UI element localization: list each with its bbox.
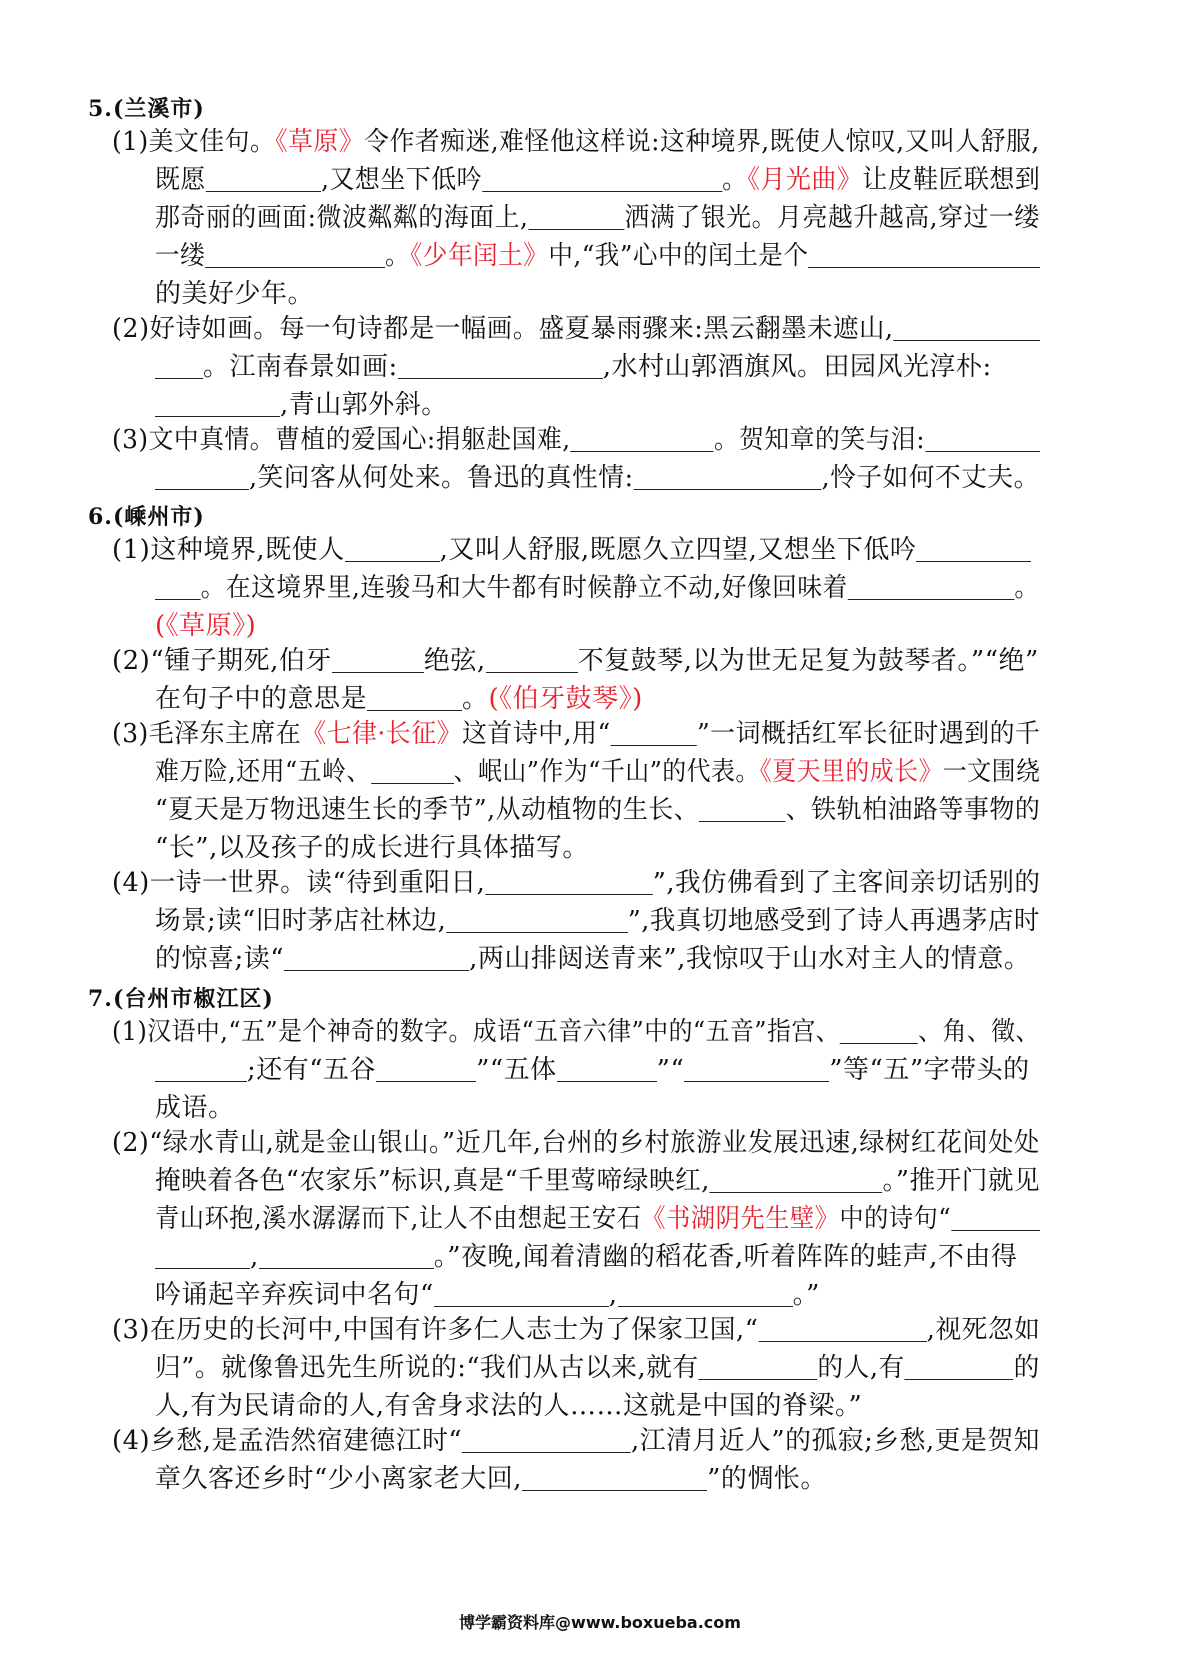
q7-3-line2: 归”。就像鲁迅先生所说的:“我们从古以来,就有 的人,有 的 (155, 1353, 1040, 1383)
section-7-header: 7.(台州市椒江区) (88, 986, 274, 1012)
blank[interactable] (367, 684, 462, 711)
blank[interactable] (259, 1242, 434, 1269)
q5-3-line1: (3)文中真情。曹植的爱国心:捐躯赴国难, 。贺知章的笑与泪: (112, 421, 1040, 459)
blank[interactable] (206, 165, 321, 192)
blank[interactable] (925, 425, 1040, 452)
q6-3-line2: 难万险,还用“五岭、 、岷山”作为“千山”的代表。《夏天里的成长》一文围绕 (155, 757, 1041, 787)
blank[interactable] (522, 1464, 707, 1491)
blank[interactable] (155, 390, 280, 417)
blank[interactable] (699, 1353, 818, 1380)
blank[interactable] (808, 241, 1040, 268)
q5-3-line2: ,笑问客从何处来。鲁迅的真性情: ,怜子如何不丈夫。 (155, 459, 1040, 497)
blank[interactable] (758, 1315, 926, 1342)
blank[interactable] (905, 1353, 1014, 1380)
q5-1-line3: 那奇丽的画面:微波粼粼的海面上, 洒满了银光。月亮越升越高,穿过一缕 (155, 203, 1040, 233)
blank[interactable] (205, 241, 385, 268)
section-6-header: 6.(嵊州市) (88, 504, 205, 530)
q6-3-line3: “夏天是万物迅速生长的季节”,从动植物的生长、 、铁轨柏油路等事物的 (155, 795, 1041, 825)
blank[interactable] (376, 1055, 476, 1082)
footer-watermark: 博学霸资料库@www.boxueba.com (459, 1613, 741, 1632)
q5-1-line4: 一缕 。《少年闰土》中,“我”心中的闰土是个 (155, 237, 1040, 275)
title-shuhu: 《书湖阴先生壁》 (641, 1204, 840, 1234)
q7-2-line4: , 。”夜晚,闻着清幽的稻花香,听着阵阵的蛙声,不由得 (155, 1238, 1017, 1276)
blank[interactable] (951, 1204, 1040, 1231)
q5-1-line1: (1)美文佳句。《草原》令作者痴迷,难怪他这样说:这种境界,既使人惊叹,又叫人舒服, (112, 127, 1040, 157)
q5-2-line2: 。江南春景如画: ,水村山郭酒旗风。田园风光淳朴: (155, 348, 992, 386)
blank[interactable] (486, 646, 578, 673)
q7-4-line1: (4)乡愁,是孟浩然宿建德江时“ ,江清月近人”的孤寂;乡愁,更是贺知 (112, 1426, 1040, 1456)
blank[interactable] (485, 868, 652, 895)
title-runtu: 《少年闰土》 (410, 241, 549, 271)
blank[interactable] (482, 165, 722, 192)
blank[interactable] (155, 463, 249, 490)
title-summer-growth: 《夏天里的成长》 (759, 757, 943, 787)
blank[interactable] (462, 1426, 631, 1453)
blank[interactable] (155, 573, 201, 600)
blank[interactable] (332, 646, 424, 673)
q5-2-line1: (2)好诗如画。每一句诗都是一幅画。盛夏暴雨骤来:黑云翻墨未遮山, (112, 310, 1040, 348)
q6-1-line2: 。在这境界里,连骏马和大牛都有时候静立不动,好像回味着 。 (155, 569, 1040, 607)
blank[interactable] (434, 1280, 609, 1307)
title-moonlight: 《月光曲》 (747, 165, 863, 195)
q7-3-line1: (3)在历史的长河中,中国有许多仁人志士为了保家卫国,“ ,视死忽如 (112, 1315, 1041, 1345)
q5-1-line5: 的美好少年。 (155, 279, 315, 309)
q6-2-line2: 在句子中的意思是 。(《伯牙鼓琴》) (155, 684, 643, 714)
blank[interactable] (446, 906, 628, 933)
blank[interactable] (155, 1055, 247, 1082)
q7-4-line2: 章久客还乡时“少小离家老大回, ”的惆怅。 (155, 1464, 827, 1494)
blank[interactable] (848, 573, 1015, 600)
q6-4-line1: (4)一诗一世界。读“待到重阳日, ”,我仿佛看到了主客间亲切话别的 (112, 868, 1041, 898)
blank[interactable] (155, 1242, 250, 1269)
title-grassland: 《草原》 (275, 127, 365, 157)
q6-3-line1: (3)毛泽东主席在《七律·长征》这首诗中,用“ ”一词概括红军长征时遇到的千 (112, 719, 1041, 749)
q5-1-line2: 既愿 ,又想坐下低吟 。《月光曲》让皮鞋匠联想到 (155, 165, 1041, 195)
q6-3-line4: “长”,以及孩子的成长进行具体描写。 (155, 833, 589, 863)
q7-2-line5: 吟诵起辛弃疾词中名句“ , 。” (155, 1280, 820, 1310)
q5-2-line3: ,青山郭外斜。 (155, 386, 448, 424)
blank[interactable] (371, 757, 454, 784)
q7-1-line1: (1)汉语中,“五”是个神奇的数字。成语“五音六律”中的“五音”指宫、 、角、徵、 (112, 1017, 1040, 1047)
blank[interactable] (916, 535, 1031, 562)
q6-1-line1: (1)这种境界,既使人 ,又叫人舒服,既愿久立四望,又想坐下低吟 (112, 531, 1031, 569)
blank[interactable] (699, 795, 785, 822)
blank[interactable] (528, 203, 624, 230)
q6-4-line3: 的惊喜;读“ ,两山排闼送青来”,我惊叹于山水对主人的情意。 (155, 944, 1031, 974)
blank[interactable] (155, 352, 203, 379)
q7-3-line3: 人,有为民请命的人,有舍身求法的人……这就是中国的脊梁。” (155, 1391, 863, 1421)
blank[interactable] (710, 1166, 883, 1193)
blank[interactable] (611, 719, 697, 746)
blank[interactable] (571, 425, 714, 452)
blank[interactable] (557, 1055, 657, 1082)
q7-1-line3: 成语。 (155, 1093, 235, 1123)
blank[interactable] (345, 535, 440, 562)
blank[interactable] (840, 1017, 918, 1044)
blank[interactable] (398, 352, 603, 379)
blank[interactable] (894, 314, 1041, 341)
source-boya: (《伯牙鼓琴》) (488, 684, 643, 714)
section-5-header: 5.(兰溪市) (88, 96, 205, 122)
q6-4-line2: 场景;读“旧时茅店社林边, ”,我真切地感受到了诗人再遇茅店时 (155, 906, 1040, 936)
title-changzheng: 《七律·长征》 (301, 719, 463, 749)
blank[interactable] (634, 463, 822, 490)
q7-2-line1: (2)“绿水青山,就是金山银山。”近几年,台州的乡村旅游业发展迅速,绿树红花间处处 (112, 1128, 1040, 1158)
blank[interactable] (684, 1055, 829, 1082)
q7-2-line3: 青山环抱,溪水潺潺而下,让人不由想起王安石《书湖阴先生壁》中的诗句“ (155, 1200, 1040, 1238)
q6-2-line1: (2)“锺子期死,伯牙 绝弦, 不复鼓琴,以为世无足复为鼓琴者。”“绝” (112, 646, 1039, 676)
q6-1-source: (《草原》) (155, 611, 257, 641)
q7-1-line2: ;还有“五谷 ”“五体 ”“ ”等“五”字带头的 (155, 1051, 1030, 1089)
blank[interactable] (284, 944, 469, 971)
blank[interactable] (618, 1280, 793, 1307)
q7-2-line2: 掩映着各色“农家乐”标识,真是“千里莺啼绿映红, 。”推开门就见 (155, 1166, 1041, 1196)
